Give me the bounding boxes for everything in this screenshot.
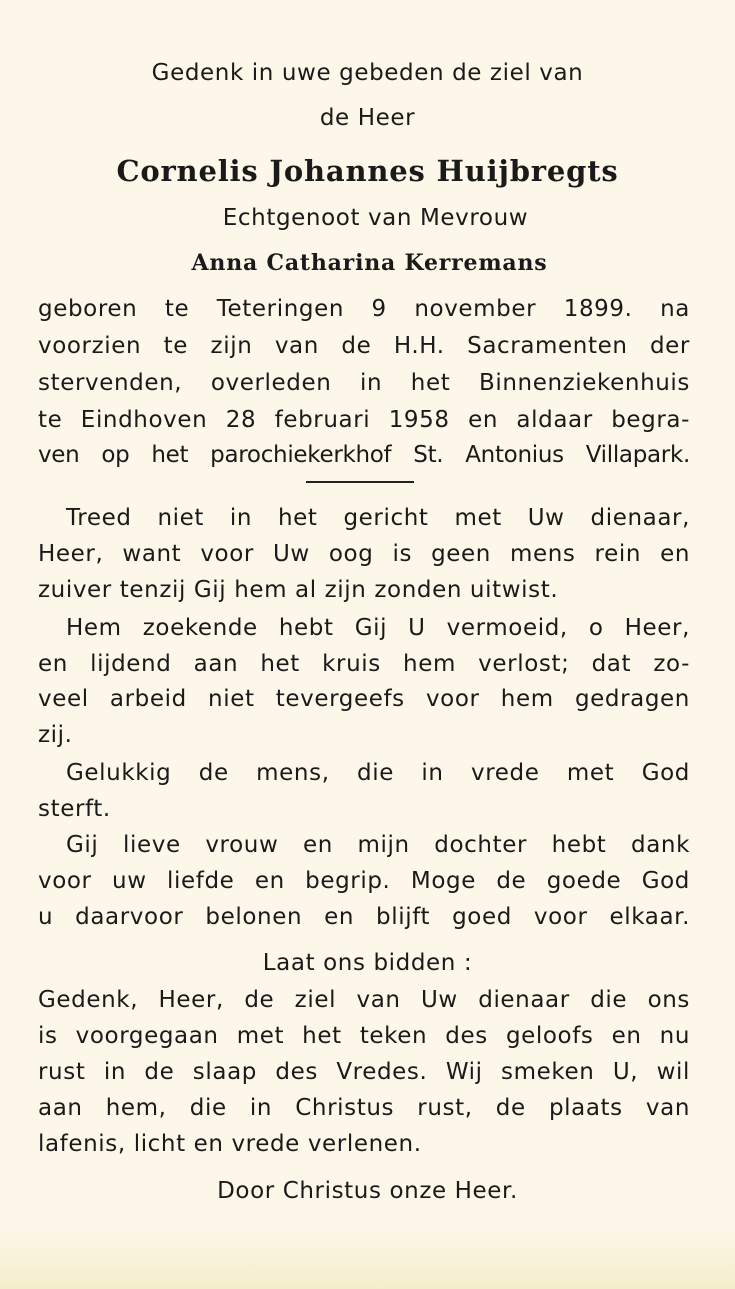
prayer-line: Hem zoekende hebt Gij U vermoeid, o Heer, bbox=[66, 615, 690, 641]
bio-line: stervenden, overleden in het Binnenziekenhuis bbox=[38, 370, 690, 396]
bio-line: ven op het parochiekerkhof St. Antonius Villapark. bbox=[38, 442, 690, 468]
prayer-line: u daarvoor belonen en blijft goed voor elkaar. bbox=[38, 904, 690, 930]
prayer-line: Heer, want voor Uw oog is geen mens rein en bbox=[38, 541, 690, 567]
closing-line: is voorgegaan met het teken des geloofs en nu bbox=[38, 1023, 690, 1049]
bio-line: te Eindhoven 28 februari 1958 en aldaar begra- bbox=[38, 407, 690, 433]
closing-line: aan hem, die in Christus rust, de plaats van bbox=[38, 1095, 690, 1121]
prayer-line: zij. bbox=[38, 722, 73, 748]
header-line-1: Gedenk in uwe gebeden de ziel van bbox=[151, 60, 584, 86]
prayer-line: Gelukkig de mens, die in vrede met God bbox=[66, 760, 690, 786]
closing-final: Door Christus onze Heer. bbox=[217, 1178, 518, 1204]
section-divider bbox=[306, 481, 414, 483]
prayer-line: veel arbeid niet tevergeefs voor hem gedragen bbox=[38, 686, 690, 712]
closing-line: rust in de slaap des Vredes. Wij smeken U, wil bbox=[38, 1059, 690, 1085]
prayer-line: Treed niet in het gericht met Uw dienaar, bbox=[66, 505, 690, 531]
closing-intro: Laat ons bidden : bbox=[262, 950, 473, 976]
closing-line: Gedenk, Heer, de ziel van Uw dienaar die ons bbox=[38, 987, 690, 1013]
prayer-line: Gij lieve vrouw en mijn dochter hebt dank bbox=[66, 832, 690, 858]
prayer-line: voor uw liefde en begrip. Moge de goede God bbox=[38, 868, 690, 894]
bio-line: voorzien te zijn van de H.H. Sacramenten der bbox=[38, 333, 690, 359]
spouse-name: Anna Catharina Kerremans bbox=[191, 250, 548, 276]
bio-line: geboren te Teteringen 9 november 1899. na bbox=[38, 296, 690, 322]
closing-line: lafenis, licht en vrede verlenen. bbox=[38, 1131, 422, 1157]
prayer-line: en lijdend aan het kruis hem verlost; dat zo- bbox=[38, 651, 690, 677]
prayer-line: zuiver tenzij Gij hem al zijn zonden uitwist. bbox=[38, 577, 559, 603]
deceased-name: Cornelis Johannes Huijbregts bbox=[116, 154, 619, 188]
prayer-line: sterft. bbox=[38, 796, 111, 822]
spouse-intro: Echtgenoot van Mevrouw bbox=[222, 205, 529, 231]
header-line-2: de Heer bbox=[319, 105, 416, 131]
